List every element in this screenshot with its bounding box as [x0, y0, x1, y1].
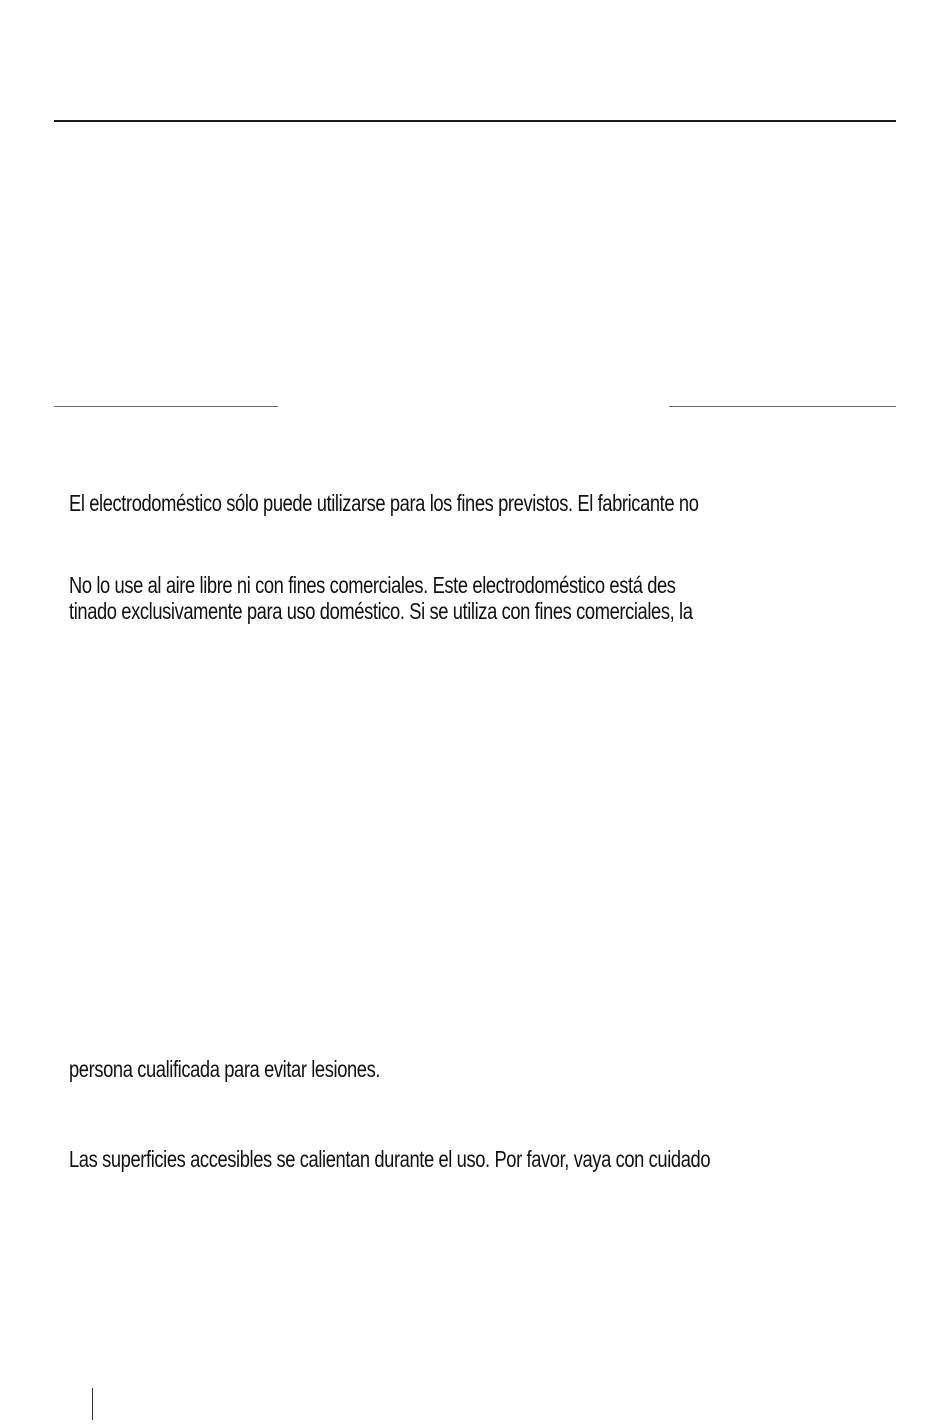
- paragraph-hot-surfaces-line-1: Las superficies accesibles se calientan durante el uso. Por favor, vaya con cuidado: [69, 1146, 711, 1172]
- top-horizontal-rule: [54, 120, 896, 122]
- paragraph-qualified-person-line-1: persona cualificada para evitar lesiones.: [69, 1056, 381, 1082]
- section-rule-right: [669, 406, 896, 407]
- footer-vertical-rule: [92, 1388, 93, 1420]
- paragraph-domestic-use-line-1: No lo use al aire libre ni con fines comerciales. Este electrodoméstico está des: [69, 572, 676, 598]
- paragraph-intended-use-line-1: El electrodoméstico sólo puede utilizarse para los fines previstos. El fabricante no: [69, 490, 699, 516]
- section-rule-left: [54, 406, 278, 407]
- paragraph-domestic-use-line-2: tinado exclusivamente para uso doméstico. Si se utiliza con fines comerciales, la: [69, 598, 693, 624]
